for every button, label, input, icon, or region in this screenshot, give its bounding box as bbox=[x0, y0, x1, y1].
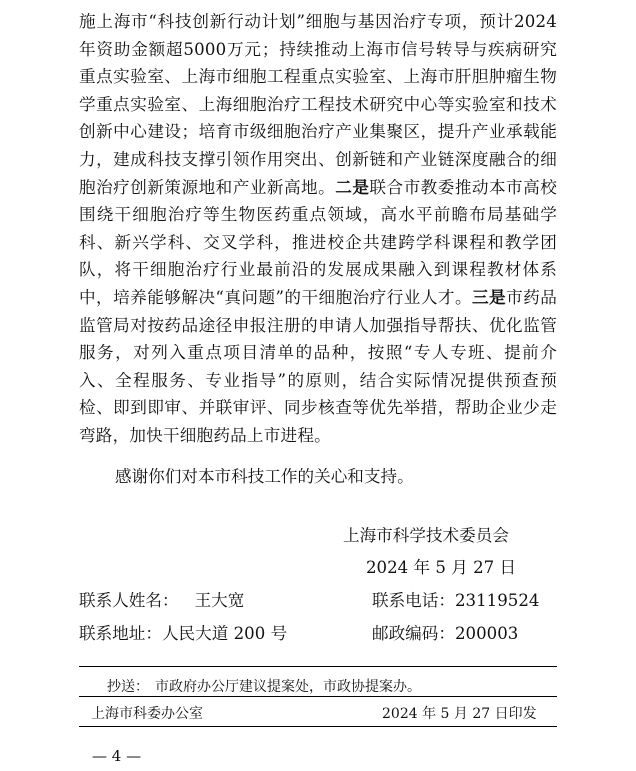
contact-postcode: 200003 bbox=[454, 624, 519, 643]
contact-address: 人民大道 200 号 bbox=[161, 624, 288, 643]
footer-top-rule bbox=[79, 666, 557, 667]
issue-date: 2024 年 5 月 27 日印发 bbox=[382, 706, 537, 722]
bold-point-three: 三是 bbox=[472, 286, 507, 307]
signature-date: 2024 年 5 月 27 日 bbox=[366, 558, 517, 577]
body-paragraph bbox=[79, 8, 557, 450]
contact-phone-row bbox=[372, 587, 539, 611]
contact-postcode-label: 邮政编码： bbox=[372, 624, 455, 643]
footer-middle-rule bbox=[79, 696, 557, 697]
contact-name-label: 联系人姓名： bbox=[79, 591, 179, 610]
contact-phone: 23119524 bbox=[454, 591, 540, 610]
body-segment-2: 联合市教委推动本市高校围绕干细胞治疗等生物医药重点领域，高水平前瞻布局基础学科、新兴学科、交叉学科，推进校企共建跨学科课程和教学团队，将干细胞治疗行业最前沿的发展成果融入到课程教材体系中，培养能够解决“真问题”的干细胞治疗行业人才。 bbox=[79, 177, 558, 307]
contact-postcode-row bbox=[372, 620, 518, 644]
contact-address-row bbox=[79, 620, 287, 644]
body-segment-3: 市药品监管局对按药品途径申报注册的申请人加强指导帮扶、优化监管服务，对列入重点项目清单的品种，按照“专人专班、提前介入、全程服务、专业指导”的原则，结合实际情况提供预查预检、即到即审、并联审评、同步核查等优先举措，帮助企业少走弯路，加快干细胞药品上市进程。 bbox=[79, 287, 558, 445]
cc-recipients: 市政府办公厅建议提案处，市政协提案办。 bbox=[155, 679, 421, 695]
cc-line bbox=[107, 676, 421, 696]
contact-address-label: 联系地址： bbox=[79, 624, 162, 643]
bold-point-two: 二是 bbox=[335, 176, 370, 197]
page-number: — 4 — bbox=[92, 747, 142, 765]
signature-org: 上海市科学技术委员会 bbox=[343, 526, 509, 545]
contact-name-row bbox=[79, 587, 244, 611]
issuer: 上海市科委办公室 bbox=[91, 706, 203, 722]
contact-name: 王大宽 bbox=[194, 591, 245, 610]
body-segment-1: 施上海市“科技创新行动计划”细胞与基因治疗专项，预计2024年资助金额超5000万元；持续推动上海市信号转导与疾病研究重点实验室、上海市细胞工程重点实验室、上海市肝胆肿瘤生物学重点实验室、上海细胞治疗工程技术研究中心等实验室和技术创新中心建设；培育市级细胞治疗产业集聚区，提升产业承载能力，建成科技支撑引领作用突出、创新链和产业链深度融合的细胞治疗创新策源地和产业新高地。 bbox=[79, 12, 557, 197]
thanks-line: 感谢你们对本市科技工作的关心和支持。 bbox=[115, 467, 414, 486]
footer-bottom-rule bbox=[79, 726, 557, 727]
cc-label: 抄送： bbox=[107, 679, 149, 695]
contact-phone-label: 联系电话： bbox=[372, 591, 455, 610]
reply-body bbox=[79, 8, 557, 450]
